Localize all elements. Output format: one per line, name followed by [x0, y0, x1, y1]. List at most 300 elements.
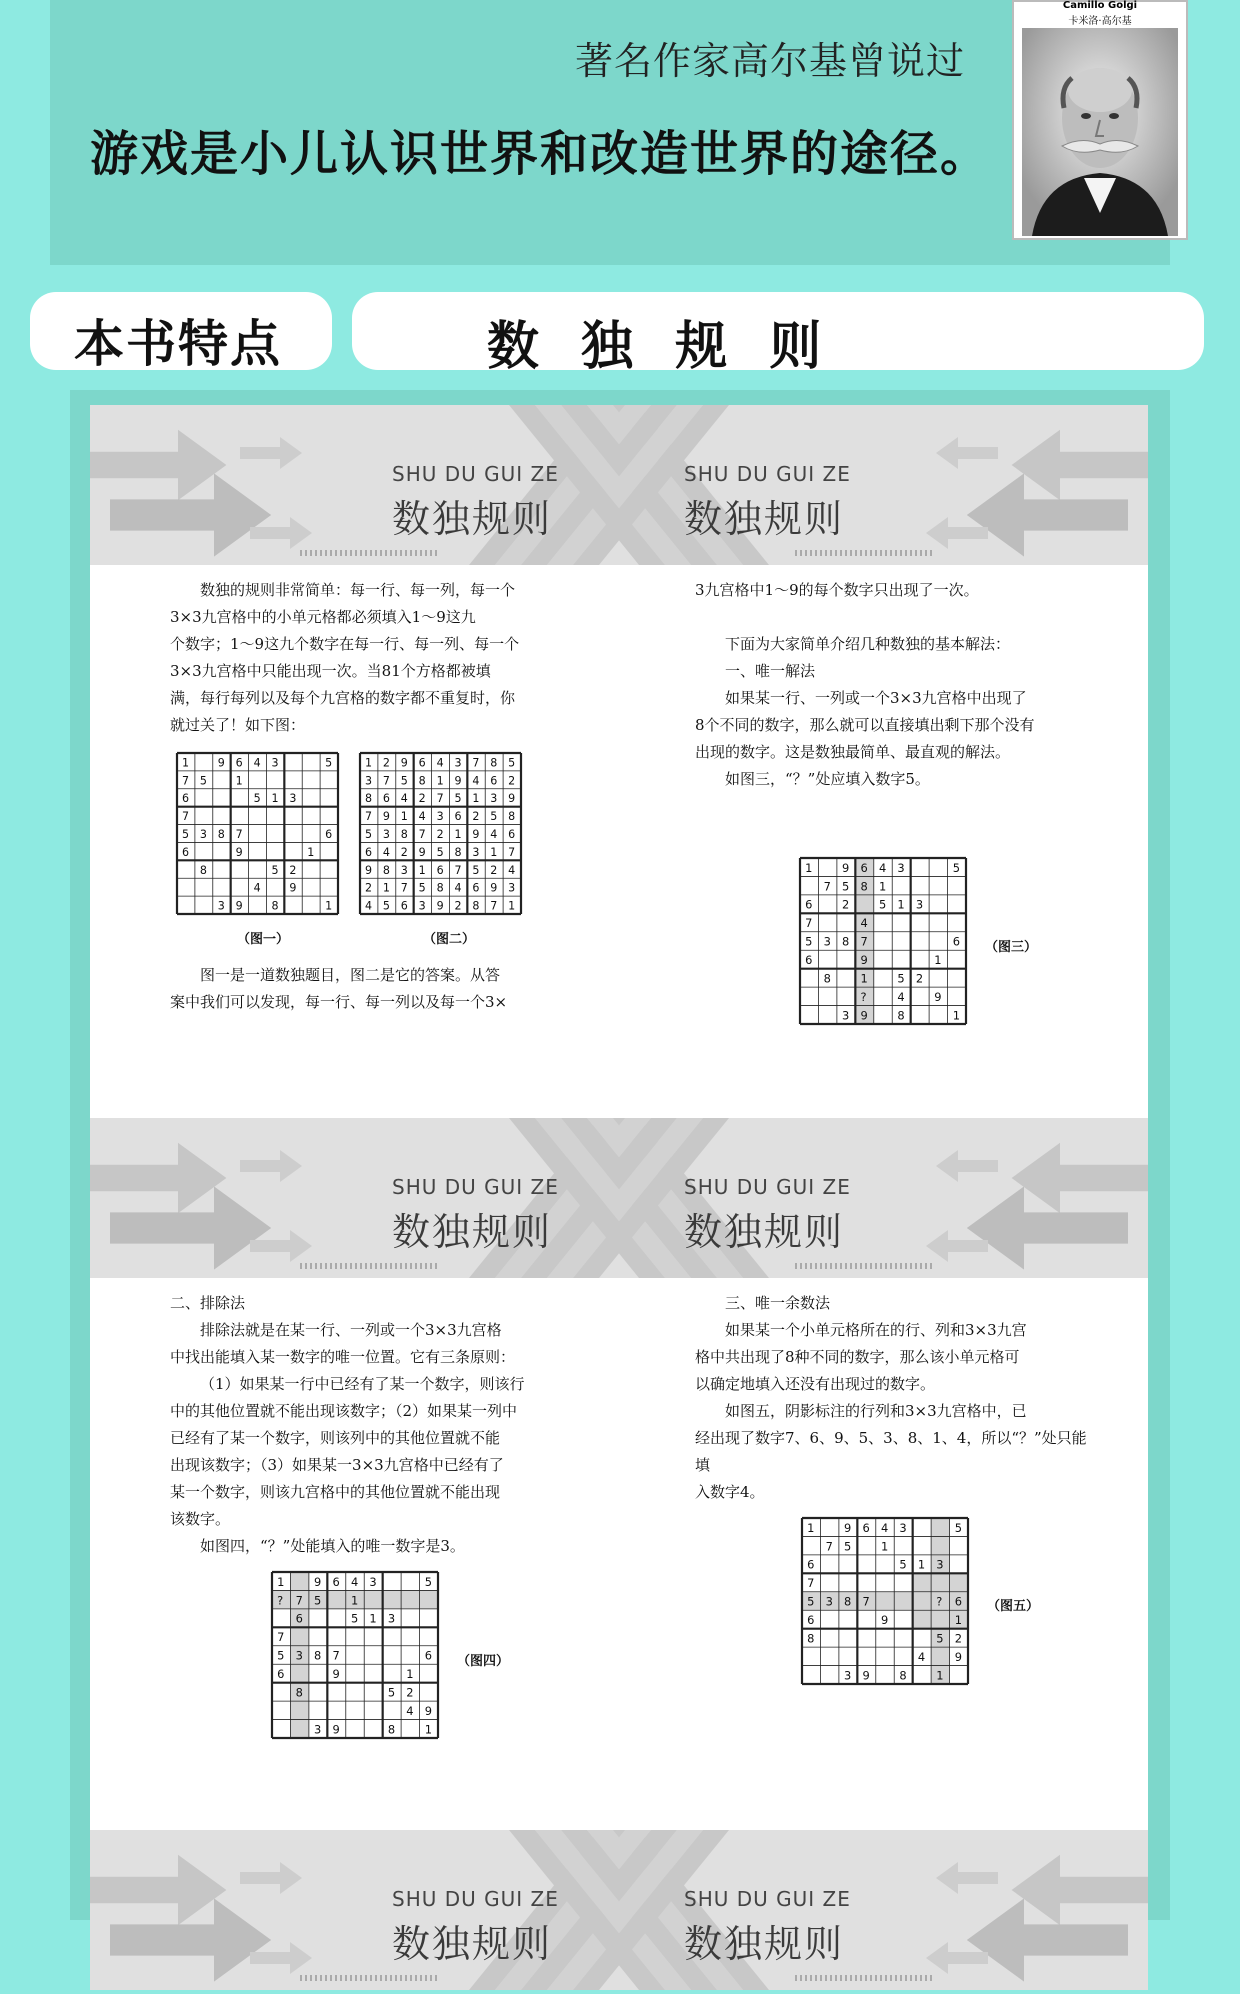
text-line: 排除法就是在某一行、一列或一个3×3九宫格: [200, 1321, 502, 1339]
grid-digit: 4: [897, 989, 905, 1004]
text-line: 已经有了某一个数字，则该列中的其他位置就不能: [170, 1429, 501, 1447]
grid-digit: 7: [295, 1593, 303, 1608]
grid-digit: 5: [271, 863, 279, 877]
grid-digit: 1: [936, 1668, 944, 1683]
grid-digit: 8: [842, 934, 850, 949]
grid-digit: 9: [508, 792, 516, 806]
grid-digit: 7: [454, 863, 462, 877]
grid-digit: 7: [182, 774, 190, 788]
grid-digit: 8: [365, 792, 373, 806]
quote-main: 游戏是小儿认识世界和改造世界的途径。: [90, 126, 991, 182]
grid-digit: 2: [406, 1685, 414, 1700]
grid-digit: 1: [472, 792, 480, 806]
text-line: 数独的规则非常简单：每一行、每一列，每一个: [200, 581, 516, 599]
tab-rules-label: 数 独 规 则: [487, 317, 834, 377]
grid-digit: 1: [271, 792, 279, 806]
grid-digit: 3: [823, 934, 831, 949]
page-banner: [90, 405, 1148, 565]
sudoku-grid-fig2: [358, 751, 523, 916]
text-line: 一、唯一解法: [725, 662, 816, 680]
grid-digit: 6: [954, 1594, 963, 1609]
grid-digit: 7: [825, 1539, 833, 1554]
grid-digit: 3: [472, 845, 480, 859]
grid-digit: 1: [880, 1539, 889, 1554]
grid-digit: 9: [400, 756, 408, 770]
grid-digit: 9: [862, 1668, 870, 1683]
shaded-cell: [290, 1627, 308, 1645]
grid-digit: 5: [936, 1631, 944, 1646]
grid-digit: 7: [182, 810, 190, 824]
grid-digit: 1: [807, 1520, 815, 1535]
grid-digit: 5: [182, 827, 190, 841]
grid-digit: 1: [952, 1008, 961, 1023]
shaded-cell: [364, 1590, 382, 1608]
grid-digit: 6: [418, 756, 426, 770]
grid-digit: 9: [365, 863, 373, 877]
grid-digit: 5: [842, 879, 850, 894]
grid-digit: 9: [217, 756, 225, 770]
grid-digit: 7: [400, 881, 408, 895]
banner-title-left: [392, 1175, 559, 1256]
grid-digit: 9: [235, 899, 243, 913]
text-line: 就过关了！如下图：: [170, 716, 306, 734]
grid-digit: 1: [369, 1611, 377, 1626]
grid-digit: 3: [418, 899, 426, 913]
text-line: [695, 604, 1095, 631]
shaded-cell: [950, 1573, 968, 1591]
banner-pinyin: SHU DU GUI ZE: [684, 1175, 851, 1199]
grid-digit: 6: [182, 845, 190, 859]
text-line: 个数字；1～9这九个数字在每一行、每一列、每一个: [170, 635, 520, 653]
grid-digit: 3: [199, 827, 207, 841]
grid-digit: 4: [880, 1520, 889, 1535]
banner-pinyin: SHU DU GUI ZE: [392, 462, 559, 486]
shaded-cell: [290, 1664, 308, 1682]
text-line: 以确定地填入还没有出现过的数字。: [695, 1375, 936, 1393]
grid-digit: 5: [899, 1557, 907, 1572]
text-line: 3九宫格中1～9的每个数字只出现了一次。: [695, 581, 979, 599]
shaded-cell: [931, 1647, 949, 1665]
grid-digit: 3: [365, 774, 373, 788]
text-line: 出现的数字。这是数独最简单、最直观的解法。: [695, 743, 1011, 761]
text-line: 该数字。: [170, 1510, 231, 1528]
text-line: 3×3九宫格中只能出现一次。当81个方格都被填: [170, 662, 491, 680]
grid-digit: 8: [295, 1685, 303, 1700]
text-line: 中的其他位置就不能出现该数字；（2）如果某一列中: [170, 1402, 518, 1420]
grid-digit: 9: [332, 1722, 340, 1737]
grid-digit: 3: [400, 863, 408, 877]
text-line: 案中我们可以发现，每一行、每一列以及每一个3×: [170, 993, 508, 1011]
figure-label: （图四）: [457, 1654, 510, 1669]
grid-digit: 5: [325, 756, 333, 770]
grid-digit: 2: [382, 756, 390, 770]
grid-digit: 8: [400, 827, 408, 841]
grid-digit: 1: [350, 1593, 359, 1608]
grid-digit: 3: [217, 899, 225, 913]
grid-digit: 4: [878, 860, 887, 875]
grid-digit: 9: [860, 1008, 868, 1023]
grid-digit: 9: [842, 860, 850, 875]
grid-digit: 4: [454, 881, 462, 895]
grid-digit: 1: [325, 899, 333, 913]
grid-digit: 1: [490, 845, 498, 859]
portrait-caption-en: Camillo Golgi: [1062, 0, 1138, 11]
shaded-cell: [855, 895, 873, 913]
grid-digit: 9: [454, 774, 462, 788]
banner-title: 数独规则: [392, 1210, 553, 1254]
grid-digit: 5: [508, 756, 516, 770]
grid-digit: 4: [400, 792, 408, 806]
shaded-cell: [420, 1590, 438, 1608]
grid-digit: 4: [365, 899, 373, 913]
grid-digit: 3: [369, 1574, 377, 1589]
banner-pinyin: SHU DU GUI ZE: [684, 1887, 851, 1911]
grid-digit: 5: [897, 971, 905, 986]
grid-digit: 6: [805, 953, 813, 968]
sudoku-grid-fig4: [270, 1570, 440, 1740]
grid-digit: 6: [277, 1667, 285, 1682]
grid-digit: 1: [424, 1722, 433, 1737]
book-page-2: [90, 1118, 1148, 1830]
grid-digit: 8: [436, 881, 444, 895]
grid-digit: 2: [454, 899, 462, 913]
grid-digit: 6: [862, 1520, 870, 1535]
text-line: 如果某一行、一列或一个3×3九宫格中出现了: [725, 689, 1027, 707]
text-line: 图一是一道数独题目，图二是它的答案。从答: [200, 966, 501, 984]
banner-title: 数独规则: [684, 497, 845, 541]
grid-digit: 8: [490, 756, 498, 770]
page2-left-text: [170, 1290, 570, 1560]
grid-digit: 9: [844, 1520, 852, 1535]
grid-digit: 9: [490, 881, 498, 895]
grid-digit: 3: [897, 860, 905, 875]
grid-digit: 1: [277, 1574, 285, 1589]
grid-digit: 3: [899, 1520, 907, 1535]
grid-digit: 9: [472, 827, 480, 841]
grid-digit: 8: [387, 1722, 396, 1737]
banner-arrows-graphic: [90, 1830, 1148, 1990]
banner-title: 数独规则: [392, 497, 553, 541]
banner-title-left: [392, 462, 559, 543]
grid-digit: 9: [418, 845, 426, 859]
grid-digit: 5: [424, 1574, 433, 1589]
shaded-cell: [913, 1592, 931, 1610]
grid-digit: 5: [382, 899, 390, 913]
grid-digit: 2: [842, 897, 850, 912]
grid-digit: 3: [936, 1557, 944, 1572]
quote-subtitle: 著名作家高尔基曾说过: [575, 39, 966, 83]
grid-digit: 8: [382, 863, 390, 877]
grid-digit: 9: [860, 953, 868, 968]
text-line: 如图三，“？”处应填入数字5。: [725, 770, 930, 788]
shaded-cell: [931, 1573, 949, 1591]
shaded-cell: [913, 1610, 931, 1628]
tab-rules[interactable]: [352, 292, 1204, 377]
grid-digit: 6: [805, 897, 813, 912]
grid-digit: 3: [915, 897, 924, 912]
grid-digit: 7: [418, 827, 426, 841]
text-line: 出现该数字；（3）如果某一3×3九宫格中已经有了: [170, 1456, 504, 1474]
grid-digit: 7: [277, 1630, 285, 1645]
grid-digit: 1: [917, 1557, 926, 1572]
shaded-cell: [290, 1701, 308, 1719]
grid-digit: 6: [295, 1611, 303, 1626]
grid-digit: 8: [454, 845, 462, 859]
text-line: 如果某一个小单元格所在的行、列和3×3九宫: [725, 1321, 1027, 1339]
grid-digit: 2: [954, 1631, 963, 1646]
grid-digit: 6: [807, 1557, 815, 1572]
grid-digit: 2: [508, 774, 516, 788]
grid-digit: 3: [844, 1668, 852, 1683]
grid-digit: 5: [844, 1539, 852, 1554]
grid-digit: 6: [807, 1613, 815, 1628]
banner-title: 数独规则: [392, 1922, 553, 1966]
grid-digit: 9: [314, 1574, 322, 1589]
grid-digit: 2: [436, 827, 444, 841]
grid-digit: ?: [860, 989, 867, 1004]
shaded-cell: [383, 1590, 401, 1608]
grid-digit: 2: [915, 971, 924, 986]
grid-digit: 5: [454, 792, 462, 806]
text-line: 某一个数字，则该九宫格中的其他位置就不能出现: [170, 1483, 501, 1501]
grid-digit: 7: [365, 810, 373, 824]
grid-digit: 3: [382, 827, 390, 841]
grid-digit: 9: [332, 1667, 340, 1682]
grid-digit: 6: [472, 881, 480, 895]
page1-left-intro: [170, 577, 570, 739]
grid-digit: 5: [436, 845, 444, 859]
grid-digit: 1: [508, 899, 516, 913]
grid-digit: 7: [860, 934, 868, 949]
grid-digit: 2: [289, 863, 297, 877]
banner-pinyin: SHU DU GUI ZE: [392, 1887, 559, 1911]
grid-digit: 9: [382, 810, 390, 824]
text-line: 如图四，“？”处能填入的唯一数字是3。: [200, 1537, 465, 1555]
grid-digit: 7: [807, 1576, 815, 1591]
banner-pinyin: SHU DU GUI ZE: [684, 462, 851, 486]
grid-digit: 6: [182, 792, 190, 806]
grid-digit: 4: [418, 810, 426, 824]
grid-digit: 7: [508, 845, 516, 859]
sudoku-grid-fig3: [798, 856, 968, 1026]
grid-digit: 9: [235, 845, 243, 859]
grid-digit: 6: [952, 934, 961, 949]
grid-digit: ?: [277, 1593, 284, 1608]
grid-digit: 1: [406, 1667, 414, 1682]
grid-digit: 8: [897, 1008, 905, 1023]
grid-digit: 4: [253, 881, 261, 895]
grid-digit: 2: [418, 792, 426, 806]
grid-digit: 7: [823, 879, 831, 894]
grid-digit: 8: [823, 971, 831, 986]
shaded-cell: [913, 1573, 931, 1591]
grid-digit: 5: [277, 1648, 285, 1663]
grid-digit: 9: [436, 899, 444, 913]
grid-digit: 6: [400, 899, 408, 913]
text-line: （1）如果某一行中已经有了某一个数字，则该行: [200, 1375, 525, 1393]
grid-digit: 5: [199, 774, 207, 788]
grid-digit: 3: [490, 792, 498, 806]
text-line: 8个不同的数字，那么就可以直接填出剩下那个没有: [695, 716, 1035, 734]
grid-digit: 4: [490, 827, 498, 841]
grid-digit: 7: [490, 899, 498, 913]
shaded-cell: [290, 1572, 308, 1590]
grid-digit: 1: [934, 953, 942, 968]
grid-digit: 8: [418, 774, 426, 788]
grid-digit: 1: [805, 860, 813, 875]
grid-digit: 1: [897, 897, 905, 912]
grid-digit: 1: [400, 810, 408, 824]
portrait-caption-cn: 卡米洛·高尔基: [1068, 16, 1132, 27]
grid-digit: 2: [472, 810, 480, 824]
page1-left-after: [170, 962, 570, 1016]
grid-digit: 4: [382, 845, 390, 859]
grid-digit: 5: [954, 1520, 963, 1535]
text-line: 3×3九宫格中的小单元格都必须填入1～9这九: [170, 608, 476, 626]
grid-digit: 8: [271, 899, 279, 913]
text-line: 三、唯一余数法: [725, 1294, 831, 1312]
grid-digit: 5: [365, 827, 373, 841]
grid-digit: 1: [954, 1613, 963, 1628]
figure-label: （图三）: [985, 940, 1038, 955]
grid-digit: 5: [952, 860, 961, 875]
banner-title-right: [684, 462, 851, 543]
grid-digit: 4: [860, 916, 868, 931]
grid-digit: 5: [314, 1593, 322, 1608]
grid-digit: 5: [805, 934, 813, 949]
figure-label: （图二）: [423, 932, 476, 947]
grid-digit: 1: [235, 774, 243, 788]
grid-digit: 1: [382, 881, 390, 895]
grid-digit: 6: [382, 792, 390, 806]
shaded-cell: [876, 1592, 894, 1610]
page-banner: [90, 1118, 1148, 1278]
shaded-cell: [931, 1518, 949, 1536]
banner-title-left: [392, 1887, 559, 1968]
sudoku-grid-fig5: [800, 1516, 970, 1686]
grid-digit: 8: [844, 1594, 852, 1609]
grid-digit: 5: [490, 810, 498, 824]
grid-digit: 6: [508, 827, 516, 841]
grid-digit: 5: [253, 792, 261, 806]
grid-digit: 4: [436, 756, 444, 770]
page1-right-text: [695, 577, 1095, 793]
grid-digit: 6: [325, 827, 333, 841]
grid-digit: 1: [860, 971, 868, 986]
grid-digit: 8: [199, 863, 207, 877]
tab-features[interactable]: [30, 292, 332, 373]
banner-pinyin: SHU DU GUI ZE: [392, 1175, 559, 1199]
grid-digit: 9: [934, 989, 942, 1004]
grid-digit: 3: [289, 792, 297, 806]
grid-digit: 3: [508, 881, 516, 895]
grid-digit: 6: [235, 756, 243, 770]
shaded-cell: [894, 1592, 912, 1610]
grid-digit: 6: [860, 860, 868, 875]
grid-digit: 3: [314, 1722, 322, 1737]
grid-digit: 8: [314, 1648, 322, 1663]
grid-digit: 1: [307, 845, 315, 859]
grid-digit: 8: [860, 879, 868, 894]
grid-digit: 9: [954, 1649, 963, 1664]
text-line: 二、排除法: [170, 1294, 246, 1312]
portrait-photo: [1012, 0, 1188, 240]
grid-digit: 8: [217, 827, 225, 841]
page2-right-text: [695, 1290, 1095, 1506]
grid-digit: 1: [436, 774, 444, 788]
grid-digit: 4: [472, 774, 480, 788]
grid-digit: 3: [436, 810, 444, 824]
shaded-cell: [931, 1610, 949, 1628]
shaded-cell: [327, 1590, 345, 1608]
grid-digit: 1: [182, 756, 190, 770]
grid-digit: 2: [400, 845, 408, 859]
text-line: 格中共出现了8种不同的数字，那么该小单元格可: [695, 1348, 1020, 1366]
grid-digit: 3: [271, 756, 279, 770]
text-line: 下面为大家简单介绍几种数独的基本解法：: [725, 635, 1011, 653]
grid-digit: 1: [365, 756, 373, 770]
grid-digit: 7: [805, 916, 813, 931]
grid-digit: 4: [253, 756, 261, 770]
grid-digit: 5: [878, 897, 887, 912]
grid-digit: 3: [295, 1648, 303, 1663]
grid-digit: 5: [472, 863, 480, 877]
grid-digit: 8: [899, 1668, 907, 1683]
grid-digit: 7: [235, 827, 243, 841]
grid-digit: 5: [350, 1611, 359, 1626]
grid-digit: 6: [365, 845, 373, 859]
grid-digit: 4: [508, 863, 516, 877]
text-line: 经出现了数字7、6、9、5、3、8、1、4，所以“？”处只能填: [695, 1429, 1087, 1474]
banner-title: 数独规则: [684, 1210, 845, 1254]
portrait-image: [1022, 28, 1178, 236]
grid-digit: 3: [842, 1008, 850, 1023]
grid-digit: 8: [807, 1631, 815, 1646]
banner-title-right: [684, 1887, 851, 1968]
figure-label: （图一）: [237, 932, 290, 947]
grid-digit: 4: [406, 1703, 414, 1718]
text-line: 入数字4。: [695, 1483, 765, 1501]
book-page-3: [90, 1830, 1148, 1966]
grid-digit: 7: [436, 792, 444, 806]
grid-digit: 5: [387, 1685, 396, 1700]
grid-digit: 4: [350, 1574, 359, 1589]
grid-digit: 2: [365, 881, 373, 895]
grid-digit: 4: [917, 1649, 926, 1664]
grid-digit: 7: [332, 1648, 340, 1663]
grid-digit: 5: [400, 774, 408, 788]
grid-digit: 1: [454, 827, 462, 841]
grid-digit: 8: [472, 899, 480, 913]
grid-digit: 6: [332, 1574, 340, 1589]
grid-digit: 2: [490, 863, 498, 877]
banner-arrows-graphic: [90, 1118, 1148, 1278]
grid-digit: 9: [289, 881, 297, 895]
page-banner: [90, 1830, 1148, 1990]
grid-digit: 1: [878, 879, 887, 894]
grid-digit: 6: [490, 774, 498, 788]
grid-digit: 6: [436, 863, 444, 877]
grid-digit: 6: [424, 1648, 433, 1663]
sudoku-grid-fig1: [175, 751, 340, 916]
banner-title: 数独规则: [684, 1922, 845, 1966]
figure-label: （图五）: [987, 1599, 1040, 1614]
grid-digit: 7: [472, 756, 480, 770]
grid-digit: 3: [825, 1594, 833, 1609]
book-page-1: [90, 405, 1148, 1120]
grid-digit: ?: [936, 1594, 943, 1609]
grid-digit: 9: [424, 1703, 433, 1718]
